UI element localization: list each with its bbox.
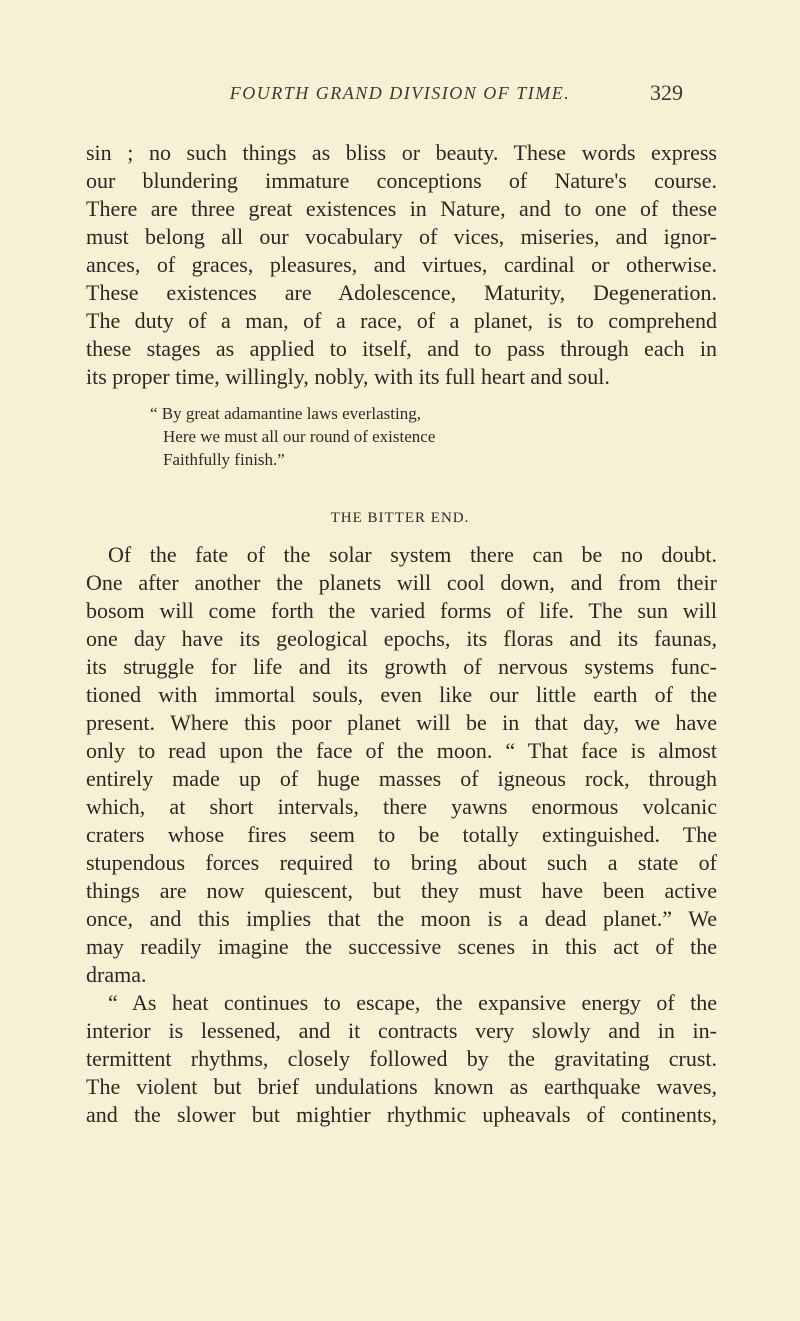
text-line: Of the fate of the solar system there can be no doubt. xyxy=(108,542,717,567)
running-head: FOURTH GRAND DIVISION OF TIME. xyxy=(229,83,571,103)
text-line: which, at short intervals, there yawns enormous volcanic xyxy=(86,794,717,819)
text-line: tioned with immortal souls, even like our little earth of the xyxy=(86,682,717,707)
text-line: our blundering immature conceptions of Nature's course. xyxy=(86,168,717,193)
text-line: only to read upon the face of the moon. “ That face is almost xyxy=(86,738,717,763)
text-line: and the slower but mightier rhythmic upheavals of continents, xyxy=(86,1102,717,1127)
text-line: interior is lessened, and it contracts very slowly and in in- xyxy=(86,1018,717,1043)
text-line: craters whose fires seem to be totally extinguished. The xyxy=(86,822,717,847)
text-line: its proper time, willingly, nobly, with its full heart and soul. xyxy=(86,364,610,389)
text-line: present. Where this poor planet will be in that day, we have xyxy=(86,710,717,735)
text-line: its struggle for life and its growth of nervous systems func- xyxy=(86,654,717,679)
section-heading: THE BITTER END. xyxy=(330,510,470,526)
text-line: entirely made up of huge masses of igneous rock, through xyxy=(86,766,717,791)
text-line: There are three great existences in Nature, and to one of these xyxy=(86,196,717,221)
text-line: must belong all our vocabulary of vices, miseries, and ignor- xyxy=(86,224,717,249)
text-line: The duty of a man, of a race, of a planet, is to comprehend xyxy=(86,308,717,333)
text-line: One after another the planets will cool down, and from their xyxy=(86,570,717,595)
verse-line: “ By great adamantine laws everlasting, xyxy=(150,404,421,423)
text-line: drama. xyxy=(86,962,147,987)
text-line: These existences are Adolescence, Maturity, Degeneration. xyxy=(86,280,717,305)
text-line: may readily imagine the successive scenes in this act of the xyxy=(86,934,717,959)
text-line: one day have its geological epochs, its floras and its faunas, xyxy=(86,626,717,651)
text-line: The violent but brief undulations known as earthquake waves, xyxy=(86,1074,717,1099)
text-line: things are now quiescent, but they must have been active xyxy=(86,878,717,903)
page-number: 329 xyxy=(650,80,683,105)
text-line: stupendous forces required to bring about such a state of xyxy=(86,850,717,875)
text-line: ances, of graces, pleasures, and virtues, cardinal or otherwise. xyxy=(86,252,717,277)
text-line: sin ; no such things as bliss or beauty. These words express xyxy=(86,140,717,165)
text-line: termittent rhythms, closely followed by the gravitating crust. xyxy=(86,1046,717,1071)
text-line: bosom will come forth the varied forms of life. The sun will xyxy=(86,598,717,623)
verse-line: Faithfully finish.” xyxy=(163,450,285,469)
text-line: “ As heat continues to escape, the expansive energy of the xyxy=(108,990,717,1015)
text-line: once, and this implies that the moon is a dead planet.” We xyxy=(86,906,717,931)
text-line: these stages as applied to itself, and to pass through each in xyxy=(86,336,717,361)
verse-line: Here we must all our round of existence xyxy=(163,427,436,446)
